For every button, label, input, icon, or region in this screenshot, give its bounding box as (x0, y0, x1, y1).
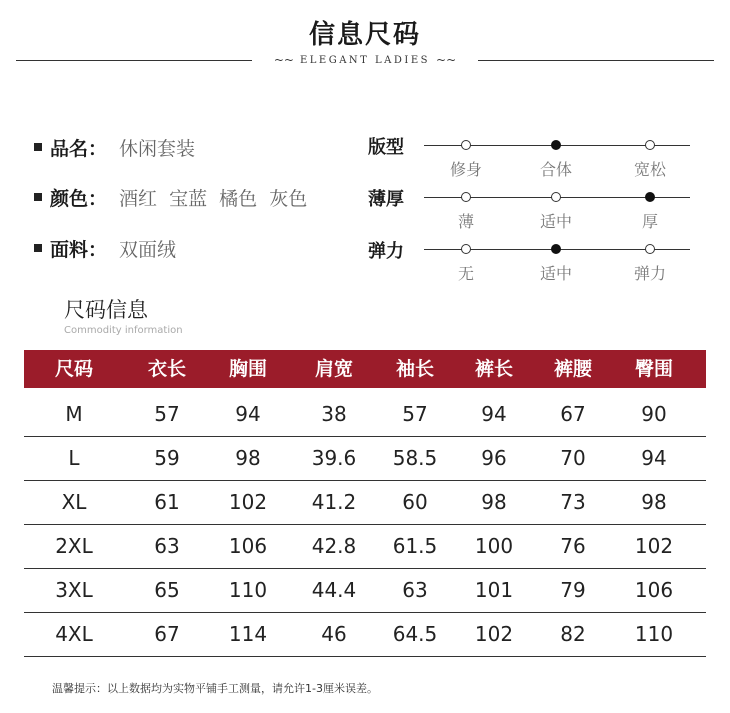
info-row-name (34, 132, 195, 162)
table-row (24, 392, 706, 437)
scale-dot-selected-icon (551, 140, 561, 150)
divider-right (478, 60, 714, 61)
info-value: 休闲套装 (119, 137, 196, 160)
info-value: 酒红 宝蓝 橘色 灰色 (119, 187, 308, 210)
table-row (24, 568, 706, 613)
column-header: 裤腰 (553, 358, 592, 380)
scale-dot-icon (461, 192, 471, 202)
column-header: 袖长 (395, 358, 434, 380)
table-cell: 67 (560, 402, 586, 426)
table-cell: 79 (560, 578, 586, 602)
table-cell: 102 (228, 490, 268, 514)
size-cell: 2XL (55, 534, 93, 558)
table-cell: 98 (481, 490, 507, 514)
scale-option: 弹力 (633, 264, 666, 283)
bullet-square-icon (34, 193, 42, 201)
table-cell: 64.5 (392, 622, 438, 646)
table-cell: 94 (641, 446, 667, 470)
scale-option: 适中 (539, 264, 572, 283)
size-cell: M (65, 402, 83, 426)
table-cell: 98 (235, 446, 261, 470)
scale-label: 版型 (368, 137, 404, 158)
info-key: 面料： (50, 238, 108, 261)
table-cell: 61.5 (392, 534, 438, 558)
scale-dot-icon (645, 140, 655, 150)
table-cell: 70 (560, 446, 586, 470)
table-cell: 106 (228, 534, 268, 558)
scale-option: 修身 (449, 160, 482, 179)
subtitle-ornament (252, 51, 478, 69)
size-cell: 3XL (55, 578, 93, 602)
table-cell: 110 (228, 578, 268, 602)
table-row (24, 524, 706, 569)
table-row (24, 480, 706, 525)
scale-option: 无 (457, 264, 474, 283)
scale-option: 适中 (539, 212, 572, 231)
info-key: 颜色： (50, 187, 108, 210)
table-cell: 94 (481, 402, 507, 426)
scale-option: 薄 (457, 212, 474, 231)
column-header: 臀围 (634, 358, 673, 380)
scale-dot-icon (645, 244, 655, 254)
table-cell: 65 (154, 578, 180, 602)
table-cell: 61 (154, 490, 180, 514)
table-cell: 39.6 (311, 446, 357, 470)
table-row (24, 612, 706, 657)
scale-dot-selected-icon (551, 244, 561, 254)
info-row-color (34, 182, 307, 212)
size-section-title: 尺码信息 (64, 298, 148, 322)
column-header: 肩宽 (314, 358, 353, 380)
table-cell: 58.5 (392, 446, 438, 470)
table-cell: 90 (641, 402, 667, 426)
table-cell: 100 (474, 534, 514, 558)
table-cell: 67 (154, 622, 180, 646)
table-cell: 96 (481, 446, 507, 470)
bullet-square-icon (34, 244, 42, 252)
table-cell: 38 (321, 402, 347, 426)
table-cell: 102 (474, 622, 514, 646)
bullet-square-icon (34, 143, 42, 151)
swirl-left-icon: ~~ (273, 53, 294, 67)
table-cell: 106 (634, 578, 674, 602)
swirl-right-icon: ~~ (436, 53, 457, 67)
info-row-fabric (34, 233, 176, 263)
table-cell: 114 (228, 622, 268, 646)
column-header: 衣长 (147, 358, 186, 380)
table-cell: 73 (560, 490, 586, 514)
page-subtitle: ELEGANT LADIES (299, 54, 431, 66)
size-cell: 4XL (55, 622, 93, 646)
table-cell: 94 (235, 402, 261, 426)
scale-option: 宽松 (633, 160, 666, 179)
size-table-header (24, 350, 706, 388)
table-cell: 101 (474, 578, 514, 602)
scale-dot-selected-icon (645, 192, 655, 202)
scale-dot-icon (461, 140, 471, 150)
scale-dot-icon (551, 192, 561, 202)
table-cell: 59 (154, 446, 180, 470)
table-cell: 60 (402, 490, 428, 514)
column-header: 尺码 (54, 358, 93, 380)
size-section-subtitle: Commodity information (64, 325, 183, 336)
table-row (24, 436, 706, 481)
table-cell: 63 (154, 534, 180, 558)
table-cell: 44.4 (311, 578, 357, 602)
size-cell: XL (61, 490, 87, 514)
table-cell: 82 (560, 622, 586, 646)
table-cell: 42.8 (311, 534, 357, 558)
page-title: 信息尺码 (308, 20, 421, 50)
table-cell: 57 (402, 402, 428, 426)
scale-label: 弹力 (368, 241, 404, 262)
info-key: 品名： (50, 137, 108, 160)
info-value: 双面绒 (119, 238, 177, 261)
size-cell: L (68, 446, 80, 470)
table-cell: 98 (641, 490, 667, 514)
column-header: 裤长 (474, 358, 513, 380)
scale-label: 薄厚 (368, 189, 404, 210)
table-cell: 63 (402, 578, 428, 602)
scale-dot-icon (461, 244, 471, 254)
column-header: 胸围 (228, 358, 267, 380)
table-cell: 57 (154, 402, 180, 426)
measurement-note: 温馨提示：以上数据均为实物平铺手工测量，请允许1-3厘米误差。 (52, 682, 378, 695)
scale-option: 合体 (539, 160, 572, 179)
table-cell: 41.2 (311, 490, 357, 514)
table-cell: 76 (560, 534, 586, 558)
table-cell: 46 (321, 622, 347, 646)
table-cell: 110 (634, 622, 674, 646)
table-cell: 102 (634, 534, 674, 558)
scale-option: 厚 (641, 212, 658, 231)
divider-left (16, 60, 252, 61)
